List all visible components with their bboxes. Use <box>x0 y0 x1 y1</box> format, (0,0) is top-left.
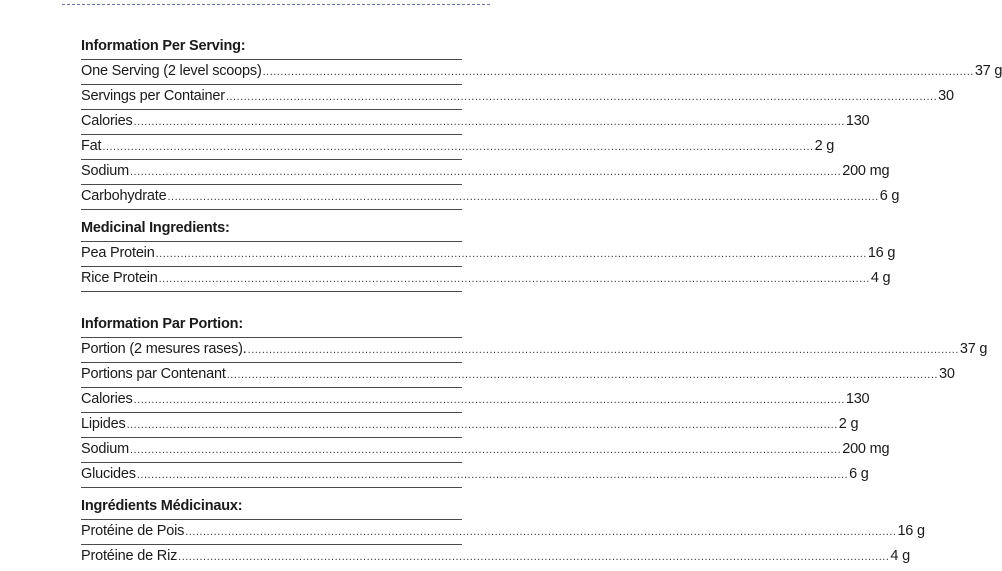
dot-leader: ........................................................................................................................................................................................................ <box>133 394 845 406</box>
nutrition-row <box>81 438 890 461</box>
separator <box>81 291 462 292</box>
row-label: Calories <box>81 391 133 407</box>
row-label: Protéine de Riz <box>81 548 178 564</box>
dot-leader: ........................................................................................................................................................................................................ <box>155 248 867 260</box>
french-ingredients-section <box>81 520 925 568</box>
french-info-section <box>81 338 988 488</box>
french-info-heading: Information Par Portion: <box>81 316 243 332</box>
row-value: 30 <box>938 366 955 382</box>
spacer <box>81 295 462 314</box>
row-label: Portion (2 mesures rases). <box>81 341 247 357</box>
dot-leader: ........................................................................................................................................................................................................ <box>133 116 845 128</box>
row-value: 4 g <box>870 270 891 286</box>
row-value: 2 g <box>838 416 859 432</box>
english-info-section <box>81 60 1002 210</box>
row-value: 130 <box>845 391 870 407</box>
row-value: 200 mg <box>842 163 890 179</box>
row-label: Lipides <box>81 416 126 432</box>
dot-leader: ........................................................................................................................................................................................................ <box>102 141 814 153</box>
row-label: Pea Protein <box>81 245 155 261</box>
nutrition-row <box>81 363 955 386</box>
row-label: Calories <box>81 113 133 129</box>
row-value: 37 g <box>974 63 1002 79</box>
row-value: 16 g <box>867 245 896 261</box>
ingredient-row <box>81 242 896 265</box>
nutrition-row <box>81 185 900 208</box>
dot-leader: ........................................................................................................................................................................................................ <box>178 551 890 563</box>
row-value: 200 mg <box>842 441 890 457</box>
nutrition-row <box>81 338 988 361</box>
dot-leader: ........................................................................................................................................................................................................ <box>226 369 938 381</box>
nutrition-row <box>81 463 869 486</box>
dot-leader: ........................................................................................................................................................................................................ <box>129 166 842 178</box>
dot-leader: ........................................................................................................................................................................................................ <box>185 526 897 538</box>
nutrition-row <box>81 388 870 411</box>
dot-leader: ........................................................................................................................................................................................................ <box>225 91 938 103</box>
ingredient-row <box>81 545 910 568</box>
nutrition-row <box>81 160 890 183</box>
row-label: Servings per Container <box>81 88 225 104</box>
english-info-heading: Information Per Serving: <box>81 38 246 54</box>
row-label: One Serving (2 level scoops) <box>81 63 262 79</box>
row-label: Portions par Contenant <box>81 366 226 382</box>
french-ingredients-heading: Ingrédients Médicinaux: <box>81 498 243 514</box>
nutrition-row <box>81 85 954 108</box>
row-label: Rice Protein <box>81 270 158 286</box>
nutrition-row <box>81 135 835 158</box>
dot-leader: ........................................................................................................................................................................................................ <box>136 469 849 481</box>
dot-leader: ........................................................................................................................................................................................................ <box>129 444 842 456</box>
row-label: Carbohydrate <box>81 188 167 204</box>
row-value: 6 g <box>849 466 869 482</box>
separator <box>81 209 462 210</box>
row-value: 130 <box>845 113 870 129</box>
dot-leader: ........................................................................................................................................................................................................ <box>158 273 870 285</box>
row-value: 16 g <box>897 523 925 539</box>
row-label: Sodium <box>81 163 129 179</box>
nutrition-row <box>81 110 870 133</box>
dot-leader: ........................................................................................................................................................................................................ <box>126 419 838 431</box>
nutrition-panel <box>81 36 1002 571</box>
english-ingredients-section <box>81 242 896 292</box>
row-label: Protéine de Pois <box>81 523 185 539</box>
row-label: Glucides <box>81 466 136 482</box>
row-value: 30 <box>938 88 954 104</box>
dot-leader: ........................................................................................................................................................................................................ <box>247 344 959 356</box>
top-dashed-border <box>62 4 490 5</box>
separator <box>81 487 462 488</box>
row-value: 6 g <box>879 188 900 204</box>
nutrition-row <box>81 60 1002 83</box>
nutrition-row <box>81 413 859 436</box>
dot-leader: ........................................................................................................................................................................................................ <box>167 191 879 203</box>
row-value: 2 g <box>814 138 835 154</box>
ingredient-row <box>81 267 891 290</box>
row-value: 4 g <box>890 548 910 564</box>
ingredient-row <box>81 520 925 543</box>
dot-leader: ........................................................................................................................................................................................................ <box>262 66 974 78</box>
row-label: Fat <box>81 138 102 154</box>
english-ingredients-heading: Medicinal Ingredients: <box>81 220 230 236</box>
row-value: 37 g <box>959 341 988 357</box>
row-label: Sodium <box>81 441 129 457</box>
